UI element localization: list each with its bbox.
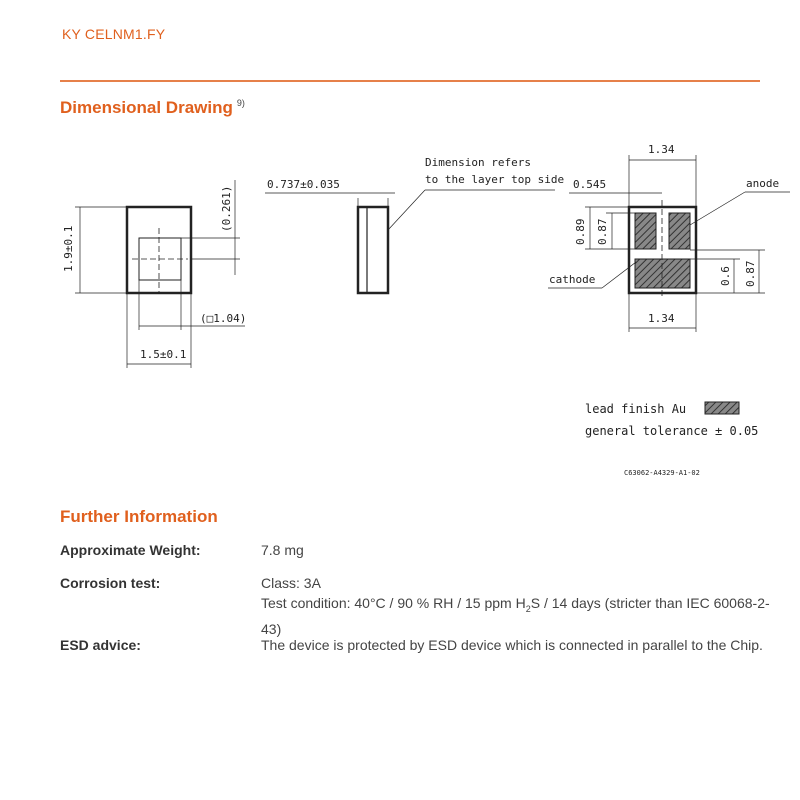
corrosion-condition-a: Test condition: 40°C / 90 % RH / 15 ppm H [261,595,526,611]
further-information-title: Further Information [60,507,218,526]
corrosion-class: Class: 3A [261,575,321,591]
dimension-note-line1: Dimension refers [425,156,531,169]
part-number: KY CELNM1.FY [62,26,166,42]
dim-087b-label: 0.87 [744,260,757,287]
dim-134-bottom-label: 1.34 [648,312,675,325]
corrosion-label: Corrosion test: [60,575,161,591]
esd-label: ESD advice: [60,637,141,653]
cathode-label: cathode [549,273,596,286]
dim-width-label: 1.5±0.1 [140,348,187,361]
lead-finish-label: lead finish Au [585,402,687,416]
dim-0261-label: (0.261) [220,185,233,232]
dim-height-label: 1.9±0.1 [62,225,75,272]
dimensional-drawing-title: Dimensional Drawing [60,98,233,117]
corrosion-condition-b: S / 14 days (stricter than IEC 60068-2-43) [261,595,770,637]
cathode-pad-bottom [635,259,690,288]
dim-087a-label: 0.87 [596,218,609,245]
dim-104-label: (□1.04) [200,312,247,325]
weight-label: Approximate Weight: [60,542,201,558]
anode-label: anode [746,177,780,190]
anode-pad [669,213,690,249]
footnote-marker: 9) [236,98,245,109]
dim-06-label: 0.6 [719,266,732,286]
dim-089-label: 0.89 [574,218,587,245]
cathode-pad-left [635,213,656,249]
corrosion-condition-sub: 2 [525,603,531,614]
general-tolerance-label: general tolerance ± 0.05 [585,424,759,438]
corrosion-value [261,573,771,639]
dimension-note-line2: to the layer top side [425,173,565,186]
side-view [265,190,555,293]
corrosion-condition [261,593,771,639]
thickness-label: 0.737±0.035 [267,178,340,191]
drawing-code: C63062-A4329-A1-02 [624,469,700,477]
weight-value: 7.8 mg [261,542,304,558]
dim-134-top-label: 1.34 [648,143,675,156]
side-package-outline [358,207,388,293]
esd-value: The device is protected by ESD device which is connected in parallel to the Chip. [261,637,763,653]
dim-0545-label: 0.545 [573,178,607,191]
lead-finish-swatch [705,402,739,414]
